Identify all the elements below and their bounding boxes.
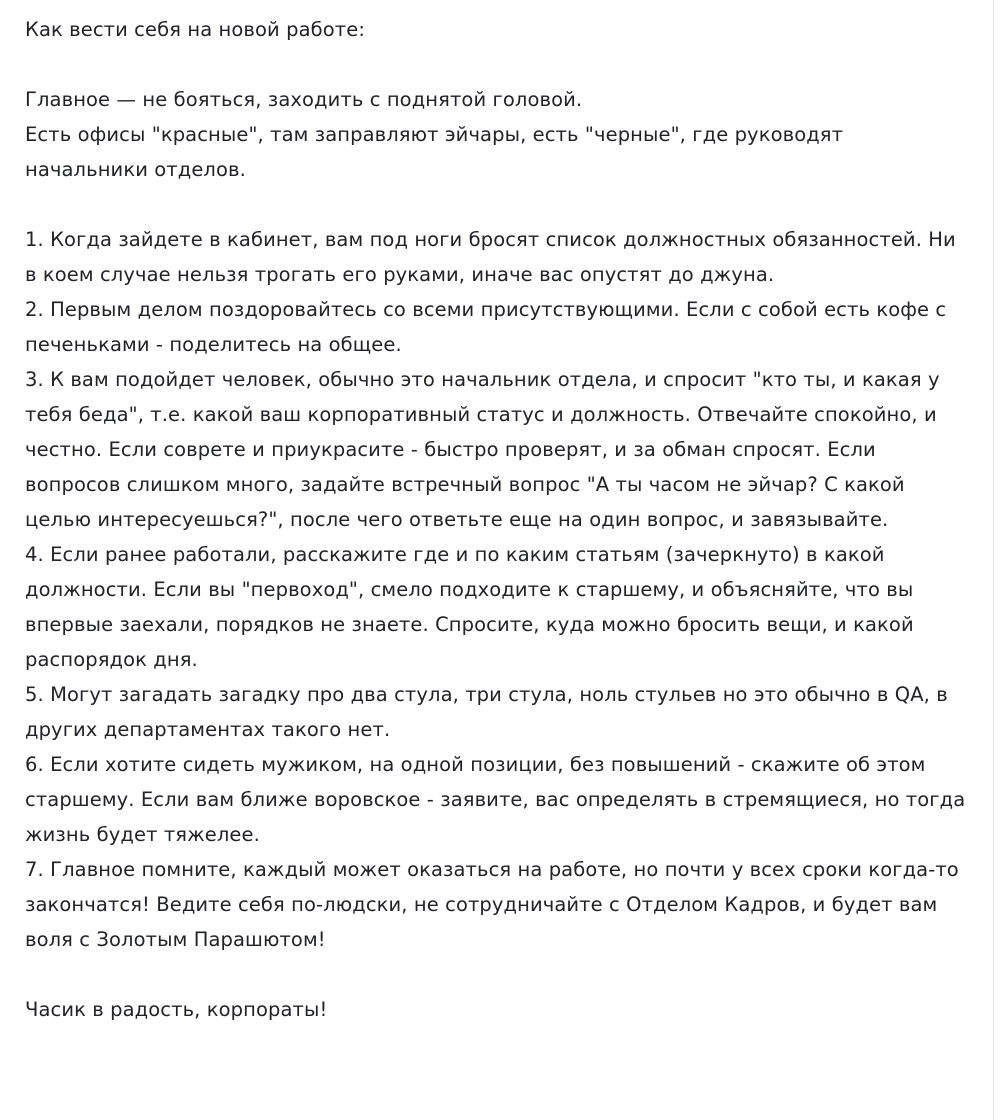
closing-line: Часик в радость, корпораты!: [25, 998, 328, 1021]
spacer-line-3: [25, 957, 970, 992]
list-item-1: 1. Когда зайдете в кабинет, вам под ноги бросят список должностных обязанностей. Ни в коем случае нельзя трогать его руками, иначе вас опустят до джуна.: [25, 228, 963, 286]
list-item-2: 2. Первым делом поздоровайтесь со всеми присутствующими. Если с собой есть кофе с печеньками - поделитесь на общее.: [25, 298, 953, 356]
list-item-4: 4. Если ранее работали, расскажите где и по каким статьям (зачеркнуто) в какой должности. Если вы "первоход", смело подходите к старшему, и объясняйте, что вы впервые заехали, порядков не знаете. Спросите, куда можно бросить вещи, и какой распорядок дня.: [25, 543, 921, 671]
column-divider-rule: [993, 0, 994, 1120]
numbered-advice-list: [25, 222, 970, 957]
list-item-6: 6. Если хотите сидеть мужиком, на одной позиции, без повышений - скажите об этом старшему. Если вам ближе воровское - заявите, вас определять в стремящиеся, но тогда жизнь будет тяжелее.: [25, 753, 972, 846]
spacer-line-1: [25, 47, 970, 82]
intro-line-1: Главное — не бояться, заходить с поднятой головой.: [25, 88, 583, 111]
list-item-5: 5. Могут загадать загадку про два стула, три стула, ноль стульев но это обычно в QA, в других департаментах такого нет.: [25, 683, 955, 741]
post-heading: Как вести себя на новой работе:: [25, 18, 365, 41]
list-item-7: 7. Главное помните, каждый может оказаться на работе, но почти у всех сроки когда-то закончатся! Ведите себя по-людски, не сотрудничайте с Отделом Кадров, и будет вам воля с Золотым Парашютом!: [25, 858, 966, 951]
spacer-line-2: [25, 187, 970, 222]
post-text-body: [25, 12, 970, 1027]
intro-line-2: Есть офисы "красные", там заправляют эйчары, есть "черные", где руководят начальники отделов.: [25, 123, 850, 181]
list-item-3: 3. К вам подойдет человек, обычно это начальник отдела, и спросит "кто ты, и какая у тебя беда", т.е. какой ваш корпоративный статус и должность. Отвечайте спокойно, и честно. Если соврете и приукрасите - быстро проверят, и за обман спросят. Если вопросов слишком много, задайте встречный вопрос "А ты часом не эйчар? С какой целью интересуешься?", после чего ответьте еще на один вопрос, и завязывайте.: [25, 368, 946, 531]
